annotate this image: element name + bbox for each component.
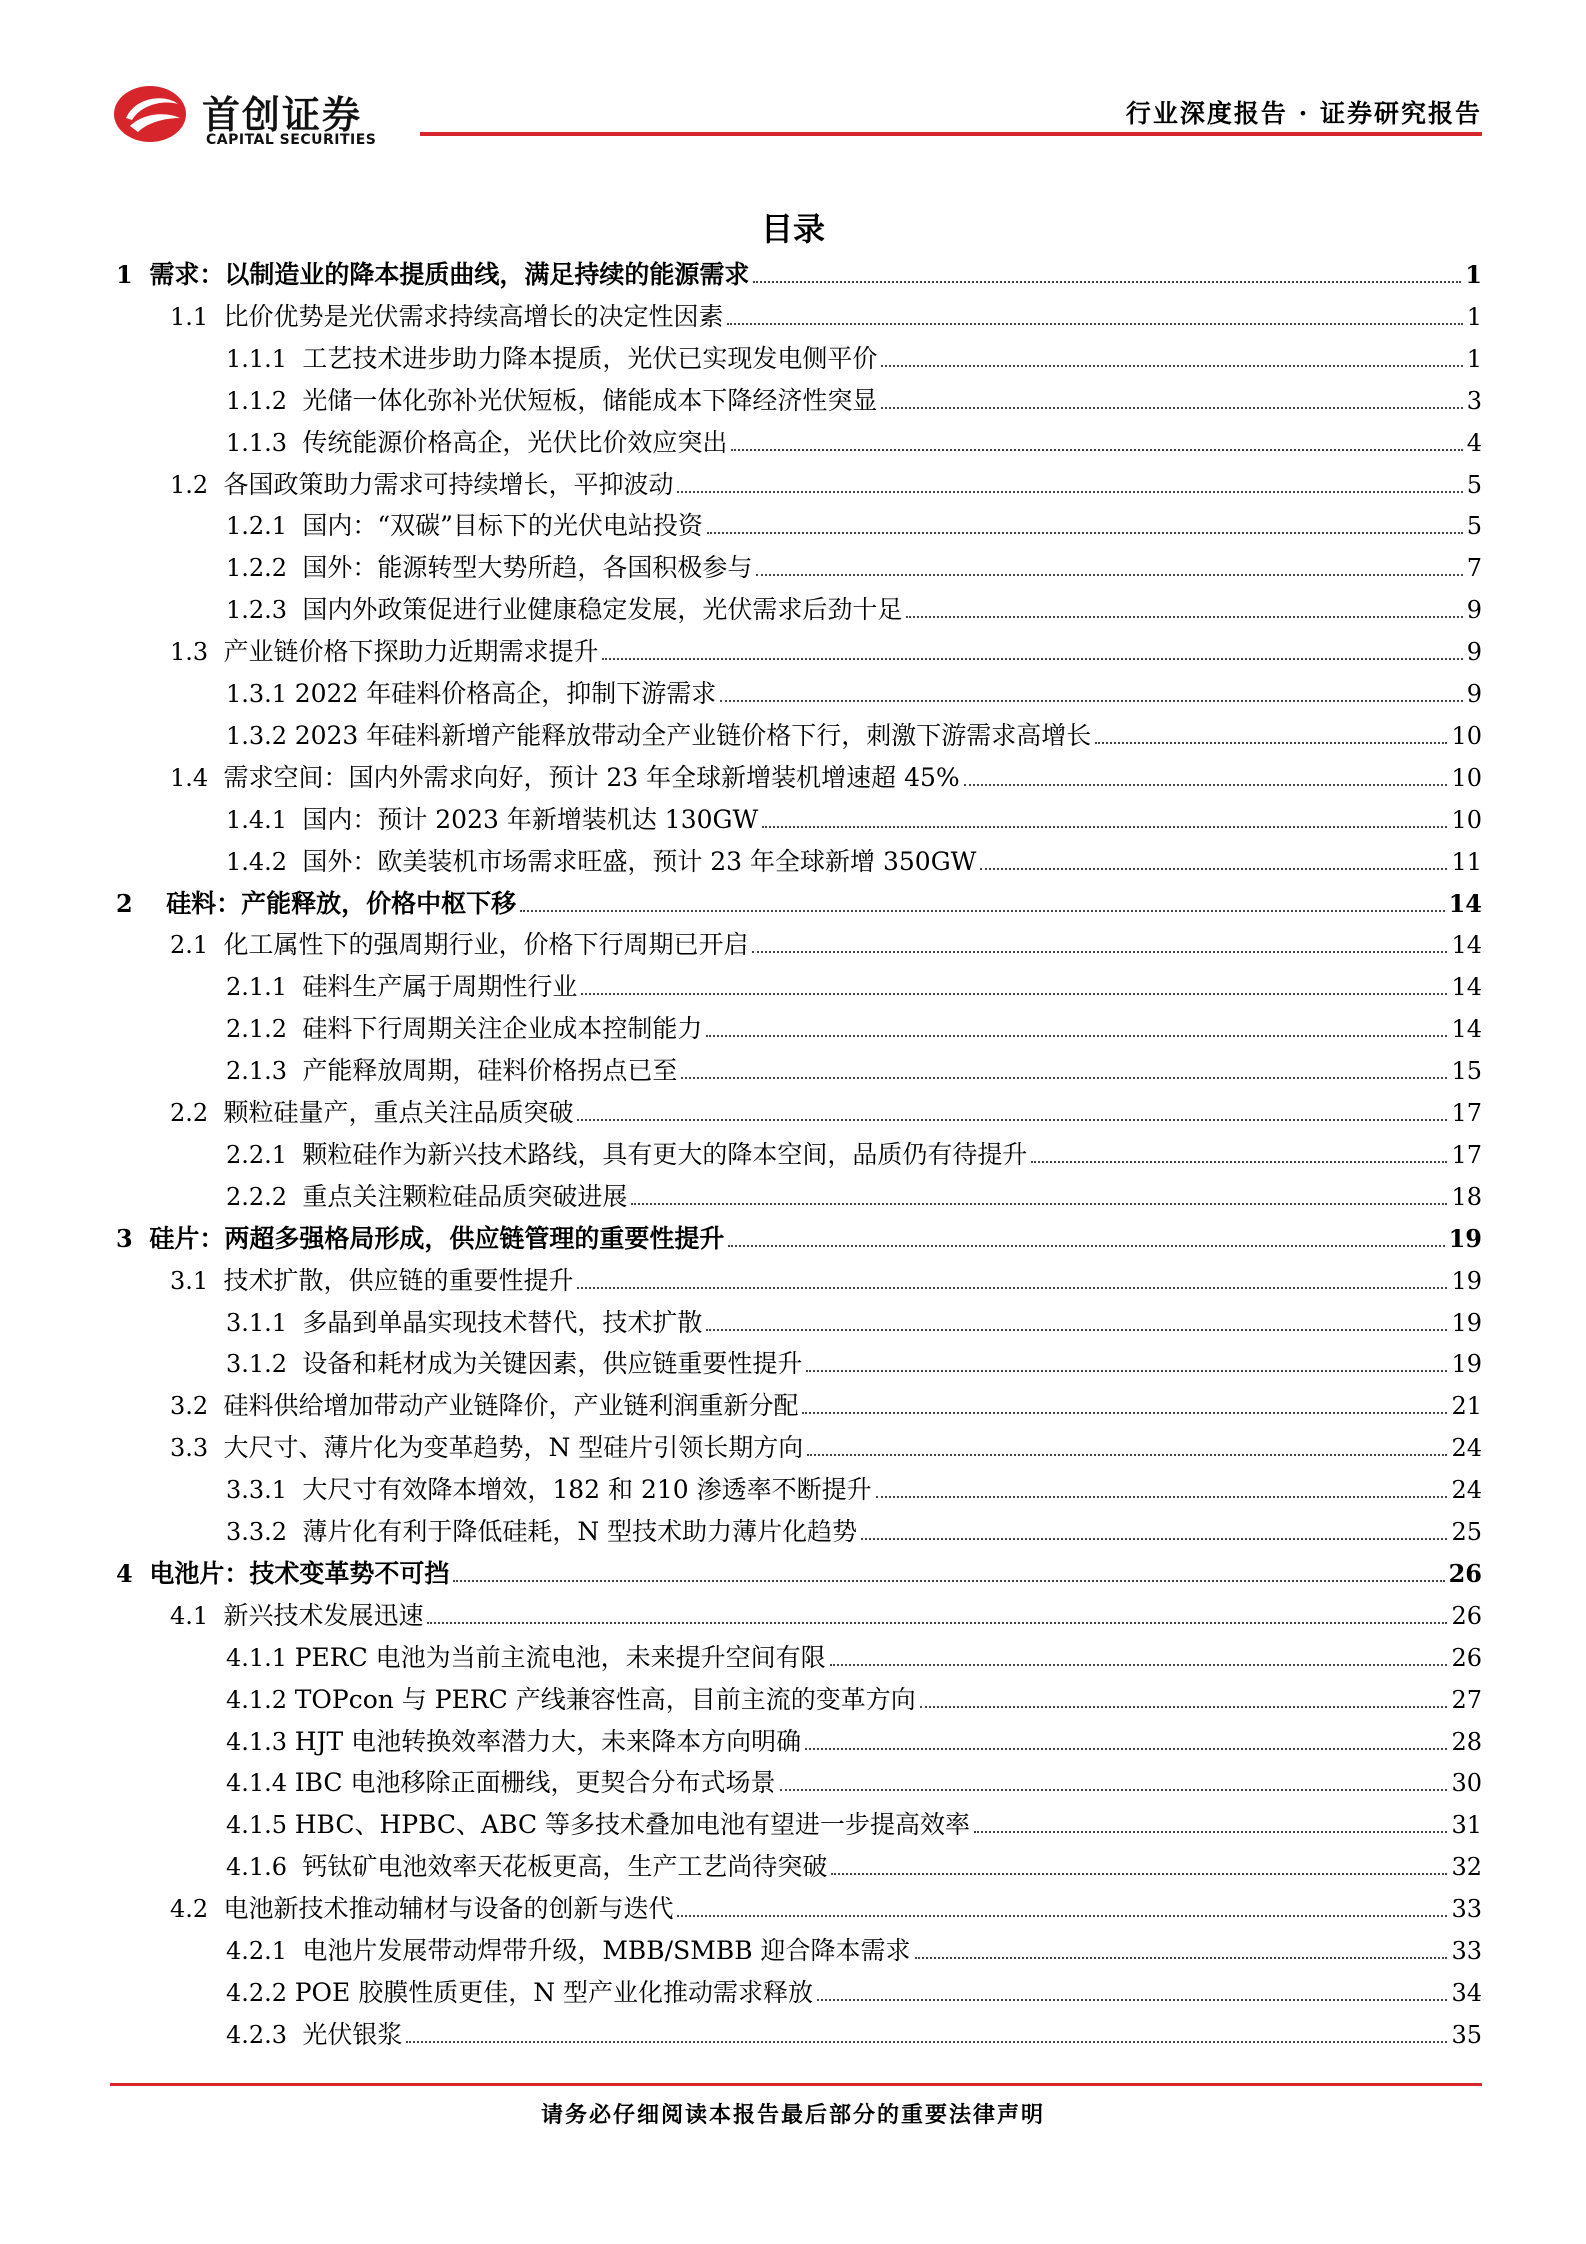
toc-entry-title: 技术扩散，供应链的重要性提升 [223,1265,574,1295]
toc-entry-title: 大尺寸、薄片化为变革趋势，N 型硅片引领长期方向 [223,1433,804,1463]
toc-dot-leader [817,1999,1447,2001]
toc-dot-leader [1095,742,1447,744]
toc-dot-leader [780,1789,1448,1791]
toc-entry-page: 14 [1451,973,1482,1002]
toc-entry-title: HBC、HPBC、ABC 等多技术叠加电池有望进一步提高效率 [294,1810,971,1840]
toc-dot-leader [861,1538,1447,1540]
toc-entry-page: 19 [1451,1308,1482,1337]
toc-entry-page: 24 [1451,1434,1482,1463]
toc-entry[interactable] [0,1130,1586,1170]
toc-entry-title: 电池片发展带动焊带升级，MBB/SMBB 迎合降本需求 [302,1936,911,1965]
toc-entry[interactable] [0,1884,1586,1924]
toc-dot-leader [1031,1161,1447,1163]
toc-entry[interactable] [0,585,1586,625]
toc-entry[interactable] [0,334,1586,374]
toc-dot-leader [807,1454,1447,1456]
toc-entry[interactable] [0,460,1586,500]
toc-dot-leader [980,868,1447,870]
toc-entry-page: 25 [1451,1518,1482,1546]
toc-entry-page: 27 [1451,1685,1482,1714]
toc-entry-page: 15 [1451,1057,1482,1086]
toc-dot-leader [974,1831,1447,1833]
toc-dot-leader [806,1370,1447,1372]
header-divider [420,132,1482,136]
toc-entry-page: 9 [1466,596,1482,625]
toc-dot-leader [906,616,1462,618]
toc-entry-title: 2023 年硅料新增产能释放带动全产业链价格下行，刺激下游需求高增长 [294,720,1092,750]
toc-entry-page: 14 [1451,1015,1482,1044]
toc-entry-page: 10 [1451,805,1482,834]
toc-entry[interactable] [0,837,1586,877]
toc-entry-title: 国外：能源转型大势所趋，各国积极参与 [302,553,753,583]
toc-entry[interactable] [0,1172,1586,1212]
toc-dot-leader [802,1412,1447,1414]
toc-entry-number: 4.2 [170,1895,224,1924]
toc-entry-title: 硅料下行周期关注企业成本控制能力 [302,1014,703,1044]
toc-entry-number: 4.1.1 [226,1643,295,1672]
toc-entry[interactable] [0,418,1586,458]
toc-dot-leader [720,700,1462,702]
toc-dot-leader [706,1329,1447,1331]
toc-entry-page: 33 [1451,1937,1482,1965]
toc-entry-number: 1.3.2 [226,721,295,750]
toc-entry-title: 各国政策助力需求可持续增长，平抑波动 [223,469,674,499]
toc-dot-leader [707,532,1463,534]
toc-entry-title: 比价优势是光伏需求持续高增长的决定性因素 [223,301,724,331]
toc-entry-title: 薄片化有利于降低硅耗，N 型技术助力薄片化趋势 [302,1517,858,1546]
toc-entry-title: 电池片：技术变革势不可挡 [149,1558,450,1588]
toc-entry-number: 3.1 [170,1266,224,1295]
toc-entry-title: 光储一体化弥补光伏短板，储能成本下降经济性突显 [302,385,878,415]
toc-dot-leader [805,1748,1447,1750]
toc-entry-title: 设备和耗材成为关键因素，供应链重要性提升 [302,1349,803,1379]
toc-entry-title: 大尺寸有效降本增效，182 和 210 渗透率不断提升 [302,1475,872,1505]
toc-entry[interactable] [0,795,1586,835]
toc-entry[interactable] [0,543,1586,583]
toc-dot-leader [920,1706,1448,1708]
toc-entry-title: 需求：以制造业的降本提质曲线，满足持续的能源需求 [149,260,750,289]
toc-entry[interactable] [0,1298,1586,1338]
toc-entry-number: 1.3.1 [226,680,295,708]
toc-entry-number: 1.3 [170,638,224,667]
toc-entry-page: 24 [1451,1476,1482,1505]
toc-entry-page: 5 [1466,512,1482,541]
toc-dot-leader [830,1664,1448,1666]
toc-entry-title: 硅料：产能释放，价格中枢下移 [166,888,517,918]
toc-entry-page: 31 [1451,1811,1482,1840]
company-logo [110,80,430,150]
toc-dot-leader [731,449,1462,451]
toc-dot-leader [727,323,1462,325]
toc-entry-title: 化工属性下的强周期行业，价格下行周期已开启 [223,930,749,960]
toc-dot-leader [577,1287,1447,1289]
toc-entry-page: 1 [1465,260,1482,289]
toc-entry-number: 1.2.1 [226,512,303,541]
toc-dot-leader [577,1119,1447,1121]
toc-entry-number: 1.4 [170,763,224,792]
toc-entry-number: 3.3 [170,1434,224,1463]
toc-entry[interactable] [0,1214,1586,1254]
toc-entry-page: 11 [1451,847,1482,876]
legal-notice-footer: 请务必仔细阅读本报告最后部分的重要法律声明 [540,2102,1045,2128]
toc-entry-title: 产业链价格下探助力近期需求提升 [223,637,599,667]
toc-dot-leader [756,574,1462,576]
toc-entry-title: 国内：预计 2023 年新增装机达 130GW [302,804,759,834]
toc-entry-title: POE 胶膜性质更佳，N 型产业化推动需求释放 [294,1977,814,2007]
toc-dot-leader [762,826,1447,828]
toc-entry-number: 4.2.2 [226,1978,295,2007]
toc-entry-title: 颗粒硅作为新兴技术路线，具有更大的降本空间，品质仍有待提升 [302,1139,1028,1169]
toc-dot-leader [453,1580,1444,1582]
toc-dot-leader [427,1622,1447,1624]
toc-entry-number: 3.3.1 [226,1476,303,1505]
toc-dot-leader [406,2041,1447,2043]
toc-entry-title: PERC 电池为当前主流电池，未来提升空间有限 [294,1642,826,1672]
toc-dot-leader [581,993,1447,995]
toc-entry-page: 26 [1451,1643,1482,1672]
toc-entry[interactable] [0,1926,1586,1966]
toc-entry[interactable] [0,627,1586,667]
toc-entry[interactable] [0,1381,1586,1421]
toc-entry[interactable] [0,1339,1586,1379]
toc-entry[interactable] [0,1591,1586,1631]
toc-entry-number: 2.1.1 [226,973,303,1002]
toc-entry-number: 4.2.1 [226,1937,303,1965]
toc-entry-title: 光伏银浆 [302,2019,403,2049]
toc-entry[interactable] [0,920,1586,960]
toc-dot-leader [728,1245,1444,1247]
toc-entry-number: 1.2.3 [226,596,303,625]
toc-entry[interactable] [0,1675,1586,1715]
toc-entry-number: 3.3.2 [226,1518,303,1546]
toc-entry-number: 2.1.3 [226,1057,303,1086]
toc-entry[interactable] [0,753,1586,793]
toc-entry-number: 1.1 [170,302,224,331]
toc-entry-page: 10 [1451,763,1482,792]
toc-entry-number: 3.1.2 [226,1350,303,1379]
toc-entry-number: 2.2 [170,1099,224,1127]
toc-entry[interactable] [0,1046,1586,1086]
toc-entry[interactable] [0,1758,1586,1798]
toc-entry-page: 4 [1466,428,1482,457]
toc-entry-number: 1.1.3 [226,428,303,457]
toc-entry[interactable] [0,1800,1586,1840]
toc-entry-number: 1.4.1 [226,805,303,834]
toc-entry-page: 21 [1451,1392,1482,1421]
toc-dot-leader [681,1077,1447,1079]
toc-entry-title: 产能释放周期，硅料价格拐点已至 [302,1056,678,1086]
toc-entry-page: 18 [1451,1182,1482,1211]
toc-entry-page: 19 [1448,1223,1482,1253]
toc-entry-page: 30 [1451,1769,1482,1798]
toc-dot-leader [706,1035,1447,1037]
toc-entry[interactable] [0,711,1586,751]
toc-entry-title: 硅片：两超多强格局形成，供应链管理的重要性提升 [149,1223,725,1253]
toc-entry-page: 35 [1451,2020,1482,2049]
toc-entry-page: 26 [1448,1558,1482,1588]
toc-entry-number: 4.2.3 [226,2020,303,2049]
toc-entry-number: 2.2.1 [226,1140,303,1169]
toc-entry-page: 5 [1466,470,1482,499]
logo-chinese-text: 首创证券 [202,93,363,137]
toc-entry-number: 1.2 [170,470,224,499]
toc-entry-title: 2022 年硅料价格高企，抑制下游需求 [294,679,717,708]
toc-dot-leader [753,281,1461,283]
toc-entry[interactable] [0,879,1586,919]
toc-entry[interactable] [0,501,1586,541]
toc-entry-number: 1.1.2 [226,386,303,415]
toc-entry-page: 1 [1466,344,1482,373]
toc-entry-number: 4.1.6 [226,1853,303,1882]
toc-entry-page: 33 [1451,1895,1482,1924]
toc-entry[interactable] [0,1423,1586,1463]
toc-entry-number: 4.1 [170,1601,224,1630]
toc-entry-title: 硅料供给增加带动产业链降价，产业链利润重新分配 [223,1391,799,1421]
toc-entry-title: IBC 电池移除正面栅线，更契合分布式场景 [294,1768,776,1798]
toc-entry-page: 17 [1451,1140,1482,1169]
toc-entry-number: 3 [116,1223,150,1253]
logo-english-text: CAPITAL SECURITIES [206,132,377,148]
toc-entry-title: 硅料生产属于周期性行业 [302,972,578,1002]
toc-entry-number: 4.1.2 [226,1685,295,1714]
toc-entry[interactable] [0,1549,1586,1589]
toc-entry-number: 2 [116,888,167,918]
footer-divider [110,2083,1482,2086]
toc-entry-number: 4.1.5 [226,1811,295,1840]
toc-entry-page: 17 [1451,1099,1482,1127]
toc-entry-page: 14 [1451,931,1482,960]
toc-dot-leader [631,1203,1447,1205]
toc-entry-page: 10 [1451,721,1482,750]
toc-entry-title: 工艺技术进步助力降本提质，光伏已实现发电侧平价 [302,343,878,373]
toc-entry-page: 26 [1451,1601,1482,1630]
page-header [110,80,1482,150]
toc-dot-leader [915,1957,1448,1959]
toc-entry-title: 需求空间：国内外需求向好，预计 23 年全球新增装机增速超 45% [223,762,960,792]
toc-entry-page: 34 [1451,1978,1482,2007]
toc-entry[interactable] [0,1717,1586,1757]
toc-dot-leader [831,1873,1447,1875]
toc-entry-number: 1.1.1 [226,344,303,373]
toc-entry-number: 3.1.1 [226,1308,303,1337]
toc-entry-page: 9 [1466,638,1482,667]
toc-entry-page: 14 [1448,888,1482,918]
toc-entry-number: 4.1.3 [226,1727,295,1756]
toc-entry-title: 钙钛矿电池效率天花板更高，生产工艺尚待突破 [302,1852,828,1882]
toc-entry[interactable] [0,1465,1586,1505]
toc-dot-leader [752,951,1447,953]
toc-entry-number: 2.1 [170,931,224,960]
toc-entry[interactable] [0,1633,1586,1673]
toc-entry[interactable] [0,1004,1586,1044]
toc-entry-page: 19 [1451,1350,1482,1379]
toc-entry-title: 重点关注颗粒硅品质突破进展 [302,1181,628,1211]
toc-entry-title: TOPcon 与 PERC 产线兼容性高，目前主流的变革方向 [294,1684,916,1714]
toc-entry-title: 颗粒硅量产，重点关注品质突破 [223,1098,574,1127]
toc-title: 目录 [760,210,825,248]
toc-entry[interactable] [0,292,1586,332]
toc-entry[interactable] [0,1968,1586,2008]
report-type-label: 行业深度报告 · 证券研究报告 [1125,99,1482,128]
toc-dot-leader [677,1915,1447,1917]
toc-dot-leader [520,910,1444,912]
toc-entry-number: 1.4.2 [226,847,303,876]
toc-entry[interactable] [0,1088,1586,1128]
toc-entry-page: 9 [1466,680,1482,708]
toc-entry-number: 4 [116,1558,150,1588]
toc-entry-page: 28 [1451,1727,1482,1756]
toc-entry[interactable] [0,962,1586,1002]
toc-dot-leader [964,784,1448,786]
toc-entry-title: 新兴技术发展迅速 [223,1600,424,1630]
toc-entry[interactable] [0,2010,1586,2050]
toc-entry-number: 1 [116,260,150,289]
toc-dot-leader [876,1496,1448,1498]
toc-entry[interactable] [0,250,1586,290]
toc-entry[interactable] [0,1507,1586,1547]
toc-entry-page: 1 [1466,302,1482,331]
toc-dot-leader [881,407,1462,409]
toc-entry-page: 19 [1451,1266,1482,1295]
toc-dot-leader [677,491,1462,493]
toc-entry-title: 多晶到单晶实现技术替代，技术扩散 [302,1307,703,1337]
toc-entry-title: HJT 电池转换效率潜力大，未来降本方向明确 [294,1726,802,1756]
toc-dot-leader [881,365,1462,367]
toc-entry-title: 传统能源价格高企，光伏比价效应突出 [302,427,728,457]
toc-entry[interactable] [0,1842,1586,1882]
toc-entry-number: 4.1.4 [226,1769,295,1798]
logo-mark-icon [110,82,194,146]
toc-entry-title: 国内：“双碳”目标下的光伏电站投资 [302,511,703,541]
toc-entry-title: 国外：欧美装机市场需求旺盛，预计 23 年全球新增 350GW [302,846,977,876]
toc-entry-page: 3 [1466,386,1482,415]
toc-entry[interactable] [0,376,1586,416]
toc-entry-title: 电池新技术推动辅材与设备的创新与迭代 [223,1894,674,1924]
toc-entry[interactable] [0,669,1586,709]
toc-entry-page: 32 [1451,1853,1482,1882]
toc-entry[interactable] [0,1256,1586,1296]
toc-entry-title: 国内外政策促进行业健康稳定发展，光伏需求后劲十足 [302,595,903,625]
toc-entry-number: 1.2.2 [226,554,303,583]
toc-entry-number: 2.1.2 [226,1015,303,1044]
toc-dot-leader [602,658,1462,660]
toc-entry-number: 2.2.2 [226,1182,303,1211]
toc-entry-page: 7 [1466,554,1482,583]
toc-entry-number: 3.2 [170,1392,224,1421]
